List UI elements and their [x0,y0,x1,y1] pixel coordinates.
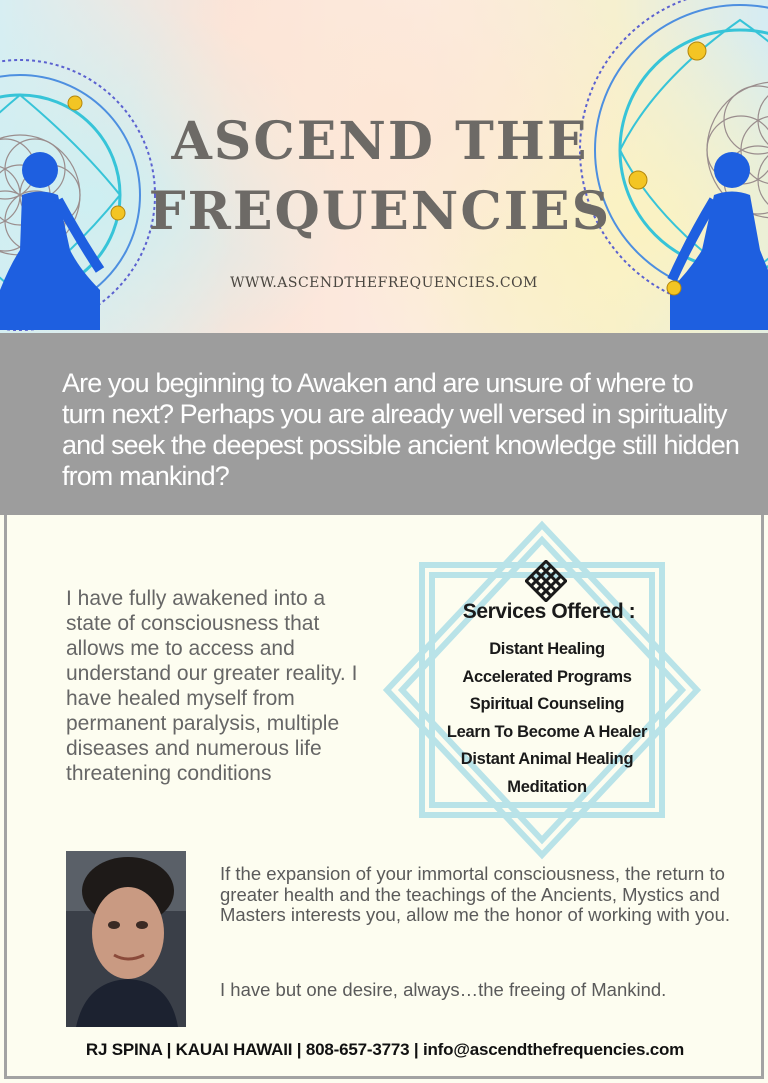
service-item: Spiritual Counseling [469,695,625,714]
meditating-figure-left [0,140,110,333]
service-item: Distant Animal Healing [460,750,634,769]
service-item: Accelerated Programs [462,667,632,686]
service-item: Learn To Become A Healer [446,722,648,741]
banner-title-line2: FREQUENCIES [148,181,612,242]
services-title: Services Offered : [462,600,636,623]
meditating-figure-right [660,140,768,333]
bio-paragraph: I have fully awakened into a state of consciousness that allows me to access and understand our greater reality. I have healed myself from permanent paralysis, multiple diseases and numerous life threatening conditions [66,587,358,785]
header-banner [0,0,768,333]
endless-knot-icon [525,560,567,602]
website-url[interactable]: WWW.ASCENDTHEFREQUENCIES.COM [230,275,538,291]
service-item: Distant Healing [489,640,605,658]
intro-question: Are you beginning to Awaken and are unsure of where to turn next? Perhaps you are already well versed in spirituality and seek the deepest possible ancient knowledge still hidden from mankind? [62,368,740,491]
invite-paragraph: If the expansion of your immortal consciousness, the return to greater health and the teachings of the Ancients, Mystics and Masters interests you, allow me the honor of working with you. [220,863,731,925]
contact-footer[interactable]: RJ SPINA | KAUAI HAWAII | 808-657-3773 | info@ascendthefrequencies.com [85,1040,685,1059]
desire-statement: I have but one desire, always…the freeing of Mankind. [220,979,667,1000]
banner-title-line1: ASCEND THE [171,111,589,172]
portrait-photo [66,851,186,1027]
service-item: Meditation [507,777,587,796]
services-list [416,636,678,802]
